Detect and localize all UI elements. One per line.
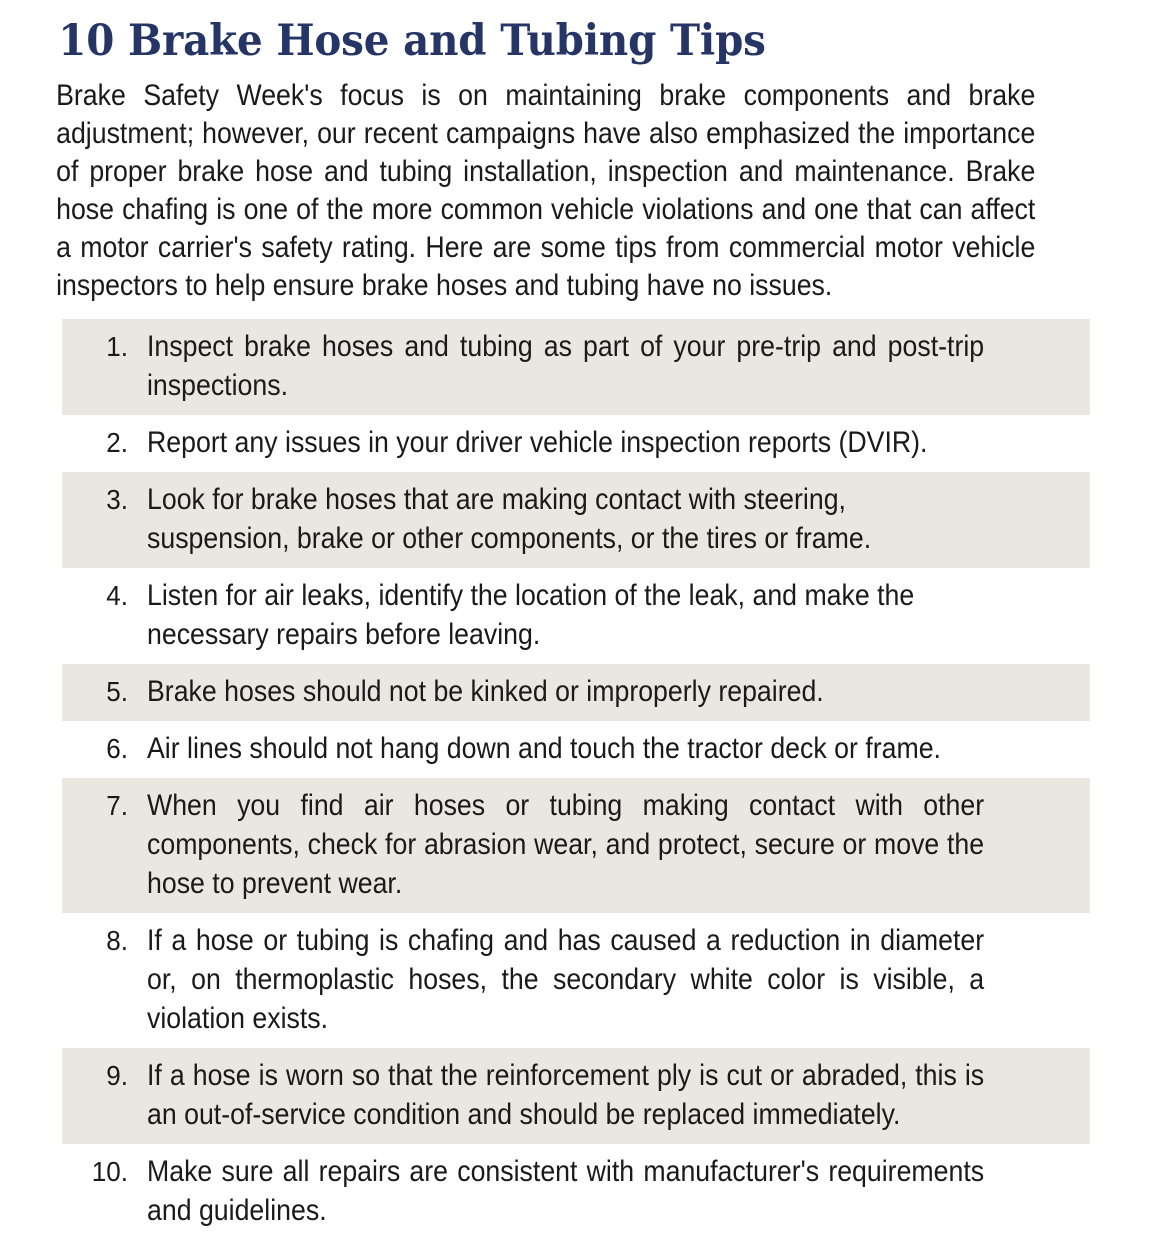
- tip-number: 6.: [106, 733, 128, 764]
- tip-text: Look for brake hoses that are making contact with steering, suspension, brake or other components, or the tires or frame.: [147, 483, 872, 555]
- tip-number: 3.: [106, 484, 128, 515]
- tip-text: If a hose is worn so that the reinforcement ply is cut or abraded, this is an out-of-service condition and should be replaced immediately.: [147, 1059, 985, 1131]
- tip-text: Air lines should not hang down and touch the tractor deck or frame.: [147, 732, 941, 765]
- tip-number: 4.: [106, 580, 128, 611]
- tip-text: Listen for air leaks, identify the location of the leak, and make the necessary repairs before leaving.: [147, 579, 915, 651]
- tip-item: [62, 1144, 1090, 1240]
- tip-number: 7.: [106, 790, 128, 821]
- tip-number: 2.: [106, 427, 128, 458]
- tip-item: [62, 472, 1090, 568]
- tip-item: [62, 319, 1090, 415]
- tip-number: 5.: [106, 676, 128, 707]
- tip-text: Inspect brake hoses and tubing as part of your pre-trip and post-trip inspections.: [147, 330, 985, 402]
- tip-number: 9.: [106, 1060, 128, 1091]
- tip-item: [62, 778, 1090, 913]
- tips-list: [0, 319, 1152, 1240]
- tip-item: [62, 721, 1090, 778]
- tip-item: [62, 415, 1090, 472]
- tip-item: [62, 1048, 1090, 1144]
- tip-item: [62, 568, 1090, 664]
- tip-number: 10.: [91, 1156, 128, 1187]
- intro-paragraph: Brake Safety Week's focus is on maintaining brake components and brake adjustment; however, our recent campaigns have also emphasized the importance of proper brake hose and tubing installation, inspection and maintenance. Brake hose chafing is one of the more common vehicle violations and one that can affect a motor carrier's safety rating. Here are some tips from commercial motor vehicle inspectors to help ensure brake hoses and tubing have no issues.: [56, 79, 1036, 302]
- tip-text: Make sure all repairs are consistent with manufacturer's requirements and guidelines.: [147, 1155, 985, 1227]
- tip-number: 8.: [106, 925, 128, 956]
- tip-text: When you find air hoses or tubing making contact with other components, check for abrasion wear, and protect, secure or move the hose to prevent wear.: [147, 789, 985, 900]
- tip-text: Brake hoses should not be kinked or improperly repaired.: [147, 675, 824, 708]
- tip-number: 1.: [106, 331, 128, 362]
- tip-text: If a hose or tubing is chafing and has caused a reduction in diameter or, on thermoplastic hoses, the secondary white color is visible, a violation exists.: [147, 924, 985, 1035]
- tip-item: [62, 913, 1090, 1048]
- tip-text: Report any issues in your driver vehicle inspection reports (DVIR).: [147, 426, 928, 459]
- tip-item: [62, 664, 1090, 721]
- page-title: 10 Brake Hose and Tubing Tips: [58, 16, 766, 66]
